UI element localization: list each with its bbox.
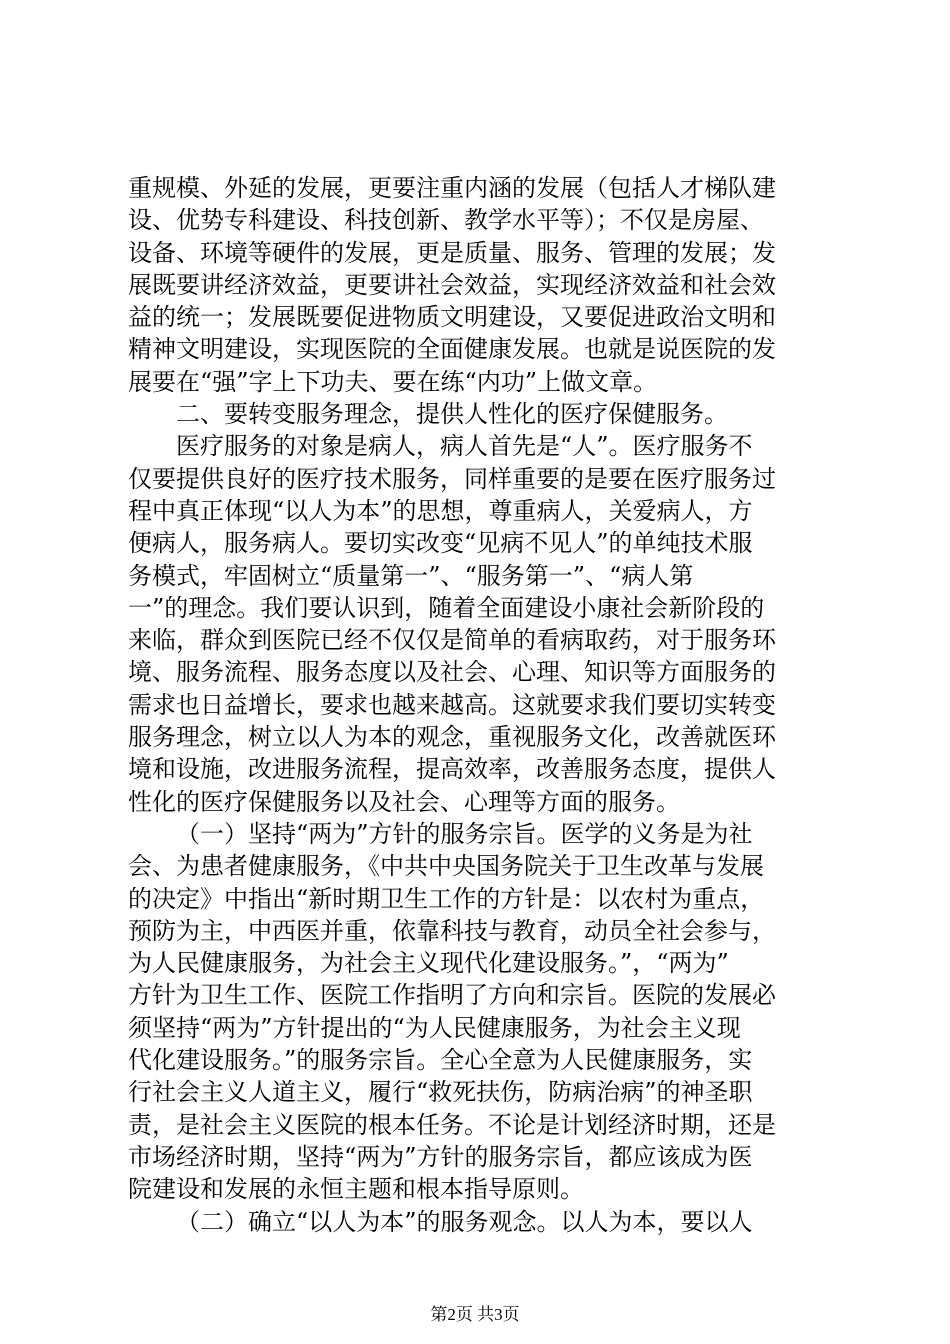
text-line: 展要在“强”字上下功夫、要在练“内功”上做文章。 [128, 367, 658, 396]
text-line: 的决定》中指出“新时期卫生工作的方针是：以农村为重点， [128, 884, 765, 913]
text-line: 程中真正体现“以人为本”的思想，尊重病人，关爱病人，方 [128, 496, 753, 525]
text-line: 为人民健康服务，为社会主义现代化建设服务。”，“两为” [128, 949, 729, 978]
text-line: 仅要提供良好的医疗技术服务，同样重要的是要在医疗服务过 [128, 464, 776, 493]
text-line: 展既要讲经济效益，更要讲社会效益，实现经济效益和社会效 [128, 270, 776, 299]
text-line: 一”的理念。我们要认识到，随着全面建设小康社会新阶段的 [128, 593, 765, 622]
text-line: 精神文明建设，实现医院的全面健康发展。也就是说医院的发 [128, 335, 776, 364]
body-text [128, 172, 828, 1238]
page-footer: 第2页 共3页 [430, 1305, 520, 1324]
text-line: 便病人，服务病人。要切实改变“见病不见人”的单纯技术服 [128, 529, 753, 558]
text-line: 性化的医疗保健服务以及社会、心理等方面的服务。 [128, 787, 680, 816]
text-line: 医疗服务的对象是病人，病人首先是“人”。医疗服务不 [176, 432, 753, 461]
text-line: 责，是社会主义医院的根本任务。不论是计划经济时期，还是 [128, 1110, 776, 1139]
text-line: 服务理念，树立以人为本的观念，重视服务文化，改善就医环 [128, 723, 776, 752]
text-line: 境和设施，改进服务流程，提高效率，改善服务态度，提供人 [128, 755, 776, 784]
text-line: 代化建设服务。”的服务宗旨。全心全意为人民健康服务，实 [128, 1046, 753, 1075]
text-line: 二、要转变服务理念，提供人性化的医疗保健服务。 [176, 400, 728, 429]
text-line: 益的统一；发展既要促进物质文明建设，又要促进政治文明和 [128, 303, 776, 332]
text-line: 行社会主义人道主义，履行“救死扶伤，防病治病”的神圣职 [128, 1078, 753, 1107]
text-line: （二）确立“以人为本”的服务观念。以人为本，要以人 [176, 1207, 753, 1236]
text-line: 市场经济时期，坚持“两为”方针的服务宗旨，都应该成为医 [128, 1142, 753, 1171]
text-line: 来临，群众到医院已经不仅仅是简单的看病取药，对于服务环 [128, 626, 776, 655]
text-line: 预防为主，中西医并重，依靠科技与教育，动员全社会参与， [128, 916, 776, 945]
text-line: 会、为患者健康服务，《中共中央国务院关于卫生改革与发展 [128, 852, 764, 881]
text-line: 境、服务流程、服务态度以及社会、心理、知识等方面服务的 [128, 658, 776, 687]
text-line: 方针为卫生工作、医院工作指明了方向和宗旨。医院的发展必 [128, 981, 776, 1010]
text-line: 设备、环境等硬件的发展，更是质量、服务、管理的发展；发 [128, 238, 776, 267]
text-line: 需求也日益增长，要求也越来越高。这就要求我们要切实转变 [128, 690, 776, 719]
text-line: 须坚持“两为”方针提出的“为人民健康服务，为社会主义现 [128, 1013, 741, 1042]
text-line: 务模式，牢固树立“质量第一”、“服务第一”、“病人第 [128, 561, 694, 590]
text-line: 设、优势专科建设、科技创新、教学水平等）；不仅是房屋、 [128, 206, 764, 235]
text-line: （一）坚持“两为”方针的服务宗旨。医学的义务是为社 [176, 819, 753, 848]
text-line: 院建设和发展的永恒主题和根本指导原则。 [128, 1175, 584, 1204]
text-line: 重规模、外延的发展，更要注重内涵的发展（包括人才梯队建 [128, 174, 776, 202]
